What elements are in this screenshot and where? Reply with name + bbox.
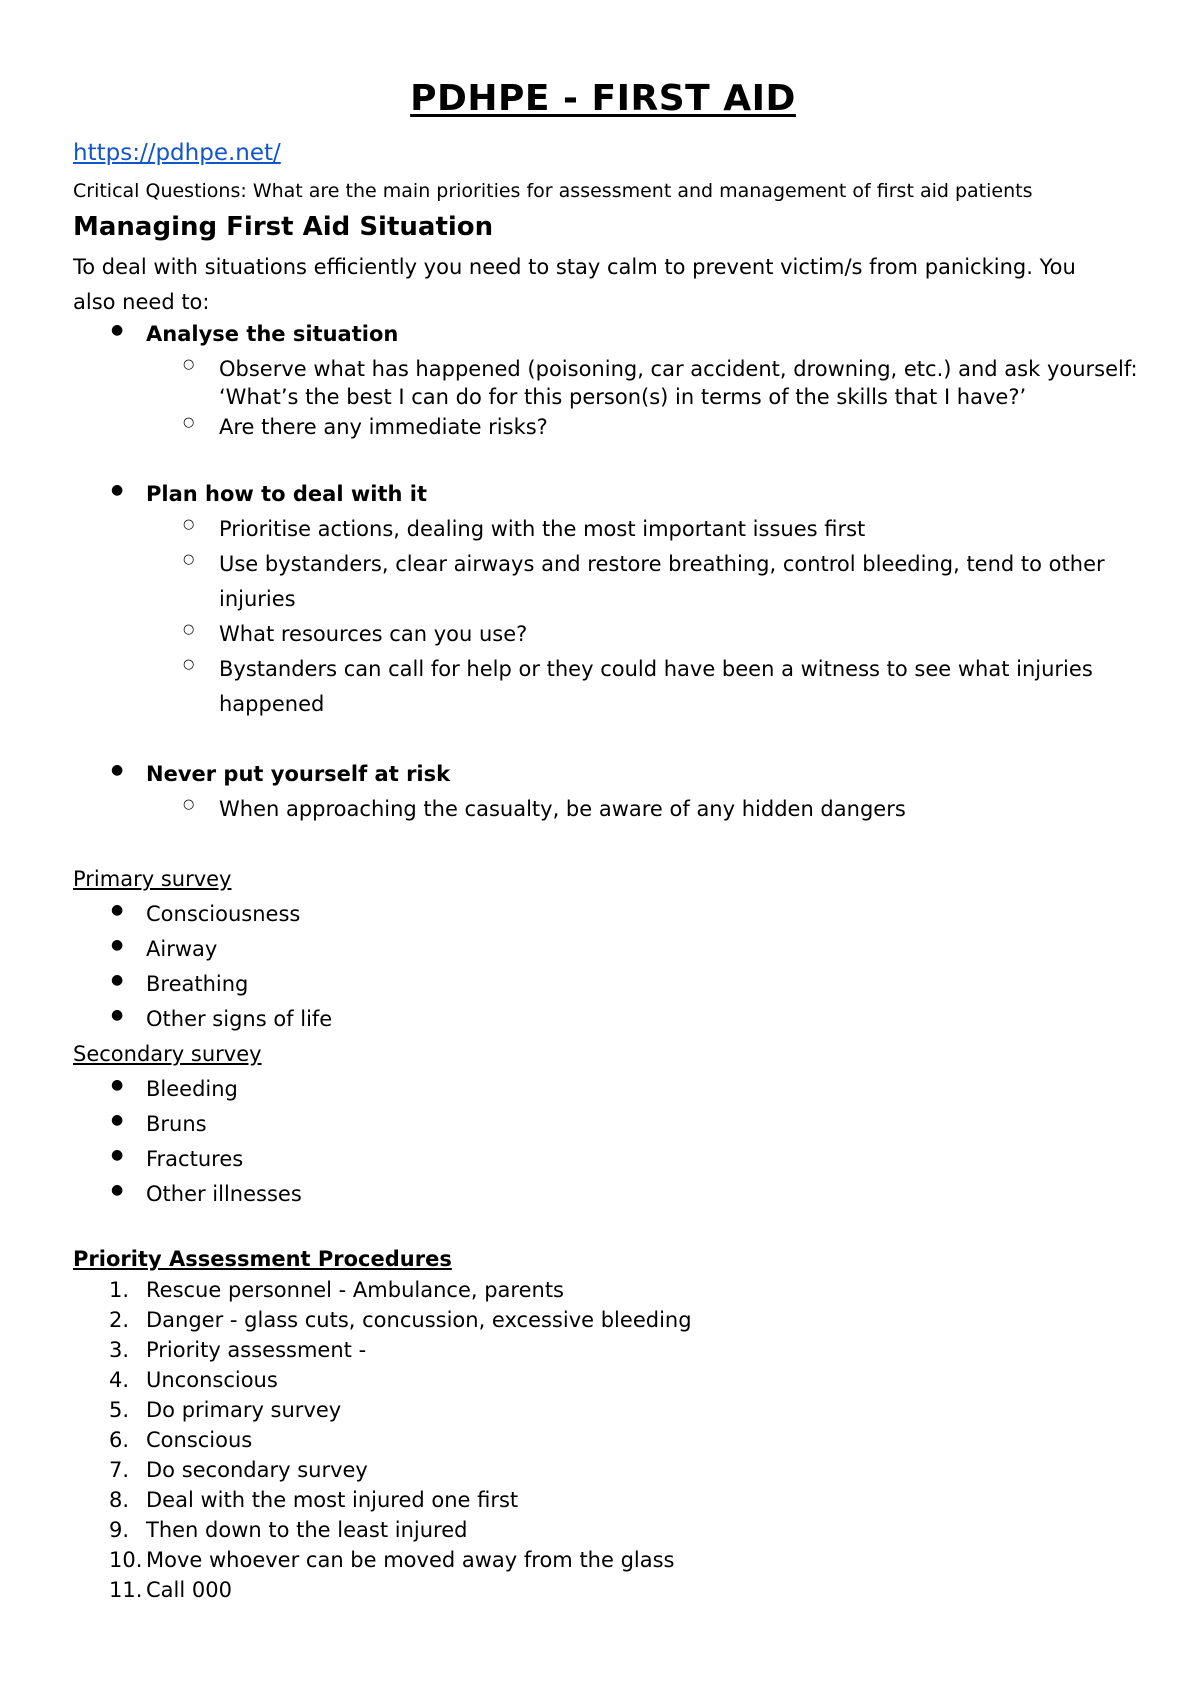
item-number: 10.	[109, 1548, 143, 1572]
bullet-icon: ●	[111, 1147, 124, 1163]
priority-item: Move whoever can be moved away from the glass	[146, 1548, 675, 1572]
pdhpe-link[interactable]: https://pdhpe.net/	[73, 140, 281, 166]
plan-heading: Plan how to deal with it	[146, 482, 427, 506]
secondary-item: Fractures	[146, 1147, 244, 1171]
item-number: 7.	[109, 1458, 130, 1482]
priority-item: Conscious	[146, 1428, 253, 1452]
item-number: 5.	[109, 1398, 130, 1422]
secondary-item: Bleeding	[146, 1077, 238, 1101]
bullet-icon: ●	[111, 762, 124, 778]
bullet-icon: ●	[111, 482, 124, 498]
plan-item: injuries	[219, 587, 296, 611]
primary-item: Breathing	[146, 972, 249, 996]
analyse-item: Are there any immediate risks?	[219, 415, 548, 439]
analyse-heading: Analyse the situation	[146, 322, 399, 346]
item-number: 3.	[109, 1338, 130, 1362]
plan-item: What resources can you use?	[219, 622, 528, 646]
critical-questions: Critical Questions: What are the main priorities for assessment and management of first aid patients	[73, 180, 1033, 202]
plan-item: Prioritise actions, dealing with the most important issues first	[219, 517, 866, 541]
hollow-bullet-icon: ○	[183, 622, 195, 637]
hollow-bullet-icon: ○	[183, 357, 195, 372]
bullet-icon: ●	[111, 937, 124, 953]
item-number: 2.	[109, 1308, 130, 1332]
never-item: When approaching the casualty, be aware of any hidden dangers	[219, 797, 906, 821]
hollow-bullet-icon: ○	[183, 552, 195, 567]
primary-item: Airway	[146, 937, 218, 961]
item-number: 1.	[109, 1278, 130, 1302]
plan-item: happened	[219, 692, 325, 716]
priority-item: Rescue personnel - Ambulance, parents	[146, 1278, 565, 1302]
priority-item: Do secondary survey	[146, 1458, 368, 1482]
primary-survey-heading: Primary survey	[73, 867, 232, 891]
intro-paragraph: To deal with situations efficiently you need to stay calm to prevent victim/s from panicking. You also need to:	[73, 255, 1076, 314]
priority-item: Do primary survey	[146, 1398, 342, 1422]
bullet-icon: ●	[111, 322, 124, 338]
hollow-bullet-icon: ○	[183, 797, 195, 812]
bullet-icon: ●	[111, 1077, 124, 1093]
analyse-item: ‘What’s the best I can do for this person(s) in terms of the skills that I have?’	[219, 385, 1027, 409]
bullet-icon: ●	[111, 1007, 124, 1023]
item-number: 6.	[109, 1428, 130, 1452]
item-number: 4.	[109, 1368, 130, 1392]
secondary-item: Bruns	[146, 1112, 207, 1136]
priority-item: Danger - glass cuts, concussion, excessive bleeding	[146, 1308, 692, 1332]
item-number: 9.	[109, 1518, 130, 1542]
hollow-bullet-icon: ○	[183, 657, 195, 672]
bullet-icon: ●	[111, 1182, 124, 1198]
priority-item: Deal with the most injured one first	[146, 1488, 519, 1512]
priority-item: Then down to the least injured	[146, 1518, 468, 1542]
primary-item: Consciousness	[146, 902, 301, 926]
priority-item: Unconscious	[146, 1368, 278, 1392]
bullet-icon: ●	[111, 972, 124, 988]
hollow-bullet-icon: ○	[183, 517, 195, 532]
priority-item: Priority assessment -	[146, 1338, 367, 1362]
priority-heading: Priority Assessment Procedures	[73, 1247, 452, 1271]
document-title: PDHPE - FIRST AID	[410, 78, 796, 119]
hollow-bullet-icon: ○	[183, 415, 195, 430]
secondary-survey-heading: Secondary survey	[73, 1042, 262, 1066]
plan-item: Use bystanders, clear airways and restore breathing, control bleeding, tend to other	[219, 552, 1105, 576]
priority-item: Call 000	[146, 1578, 232, 1602]
plan-item: Bystanders can call for help or they could have been a witness to see what injuries	[219, 657, 1093, 681]
analyse-item: Observe what has happened (poisoning, car accident, drowning, etc.) and ask yourself:	[219, 357, 1138, 381]
item-number: 11.	[109, 1578, 143, 1602]
bullet-icon: ●	[111, 1112, 124, 1128]
primary-item: Other signs of life	[146, 1007, 333, 1031]
item-number: 8.	[109, 1488, 130, 1512]
never-heading: Never put yourself at risk	[146, 762, 451, 786]
secondary-item: Other illnesses	[146, 1182, 302, 1206]
section-heading: Managing First Aid Situation	[73, 212, 494, 242]
bullet-icon: ●	[111, 902, 124, 918]
